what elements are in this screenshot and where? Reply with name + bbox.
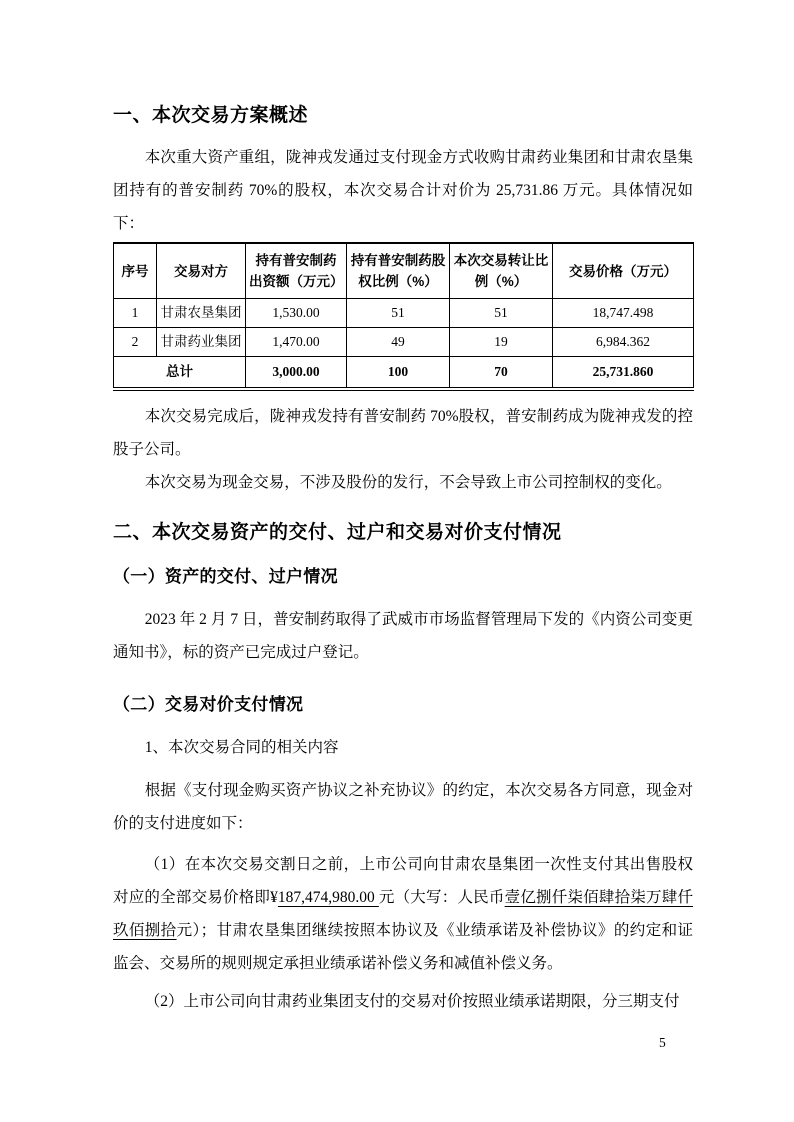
table-total-cell: 100 [347,357,450,390]
table-cell: 19 [450,328,553,357]
deal-table-body [114,299,694,390]
section2-sub2-paragraph-3: （2）上市公司向甘肃药业集团支付的交易对价按照业绩承诺期限，分三期支付 [144,993,680,1010]
table-cell: 51 [450,299,553,328]
section2-sub2-heading: （二）交易对价支付情况 [113,695,304,714]
page-number: 5 [659,1035,666,1050]
table-header-cell: 持有普安制药股权比例（%） [347,243,450,299]
table-cell: 1 [114,299,157,328]
table-total-cell: 70 [450,357,553,390]
section1-paragraph-3: 本次交易为现金交易，不涉及股份的发行，不会导致上市公司控制权的变化。 [144,474,672,491]
table-cell: 49 [347,328,450,357]
deal-table-header [114,243,694,299]
section1-paragraph-2: 本次交易完成后，陇神戎发持有普安制药 70%股权，普安制药成为陇神戎发的控股子公司。 [113,408,693,458]
section2-sub1-heading: （一）资产的交付、过户情况 [113,567,338,586]
table-header-cell: 序号 [114,243,157,299]
section1-paragraph-1: 本次重大资产重组，陇神戎发通过支付现金方式收购甘肃药业集团和甘肃农垦集团持有的普安制药 70%的股权，本次交易合计对价为 25,731.86 万元。具体情况如下： [113,149,693,232]
table-header-cell: 交易对方 [157,243,246,299]
table-cell: 1,470.00 [246,328,347,357]
table-cell: 6,984.362 [553,328,694,357]
section2-sub1-paragraph: 2023 年 2 月 7 日，普安制药取得了武威市市场监督管理局下发的《内资公司变更通知书》，标的资产已完成过户登记。 [113,611,693,661]
table-header-cell: 持有普安制药出资额（万元） [246,243,347,299]
table-header-cell: 交易价格（万元） [553,243,694,299]
table-row [114,328,694,357]
section2-sub2-item1-heading: 1、本次交易合同的相关内容 [144,739,339,756]
paragraph-text: 元）；甘肃农垦集团继续按照本协议及《业绩承诺及补偿协议》的约定和证监会、交易所的规则规定承担业绩承诺补偿义务和减值补偿义务。 [113,922,693,972]
table-cell: 18,747.498 [553,299,694,328]
underlined-amount: 187,474,980.00 [277,889,379,906]
table-cell: 1,530.00 [246,299,347,328]
table-cell: 2 [114,328,157,357]
section2-heading: 二、本次交易资产的交付、过户和交易对价支付情况 [113,522,562,543]
table-header-cell: 本次交易转让比例（%） [450,243,553,299]
page-content [113,103,693,1018]
table-total-cell: 25,731.860 [553,357,694,390]
section2-sub2-paragraph-2 [113,848,693,980]
underlined-amount: 壹亿捌仟柒佰肆拾柒万肆仟玖佰捌拾 [113,889,693,939]
table-total-row [114,357,694,390]
table-row [114,299,694,328]
paragraph-text: （1）在本次交易交割日之前，上市公司向甘肃农垦集团一次性支付其出售股权对应的全部交易价格即¥ [113,856,693,906]
paragraph-text: 元（大写：人民币 [378,889,505,906]
table-total-cell: 3,000.00 [246,357,347,390]
table-header-row [114,243,694,299]
table-total-label: 总计 [114,357,246,390]
deal-table [113,242,694,391]
section2-sub2-paragraph-1: 根据《支付现金购买资产协议之补充协议》的约定，本次交易各方同意，现金对价的支付进度如下： [113,782,693,832]
section1-heading: 一、本次交易方案概述 [113,105,309,126]
table-cell: 51 [347,299,450,328]
table-cell: 甘肃农垦集团 [157,299,246,328]
table-cell: 甘肃药业集团 [157,328,246,357]
